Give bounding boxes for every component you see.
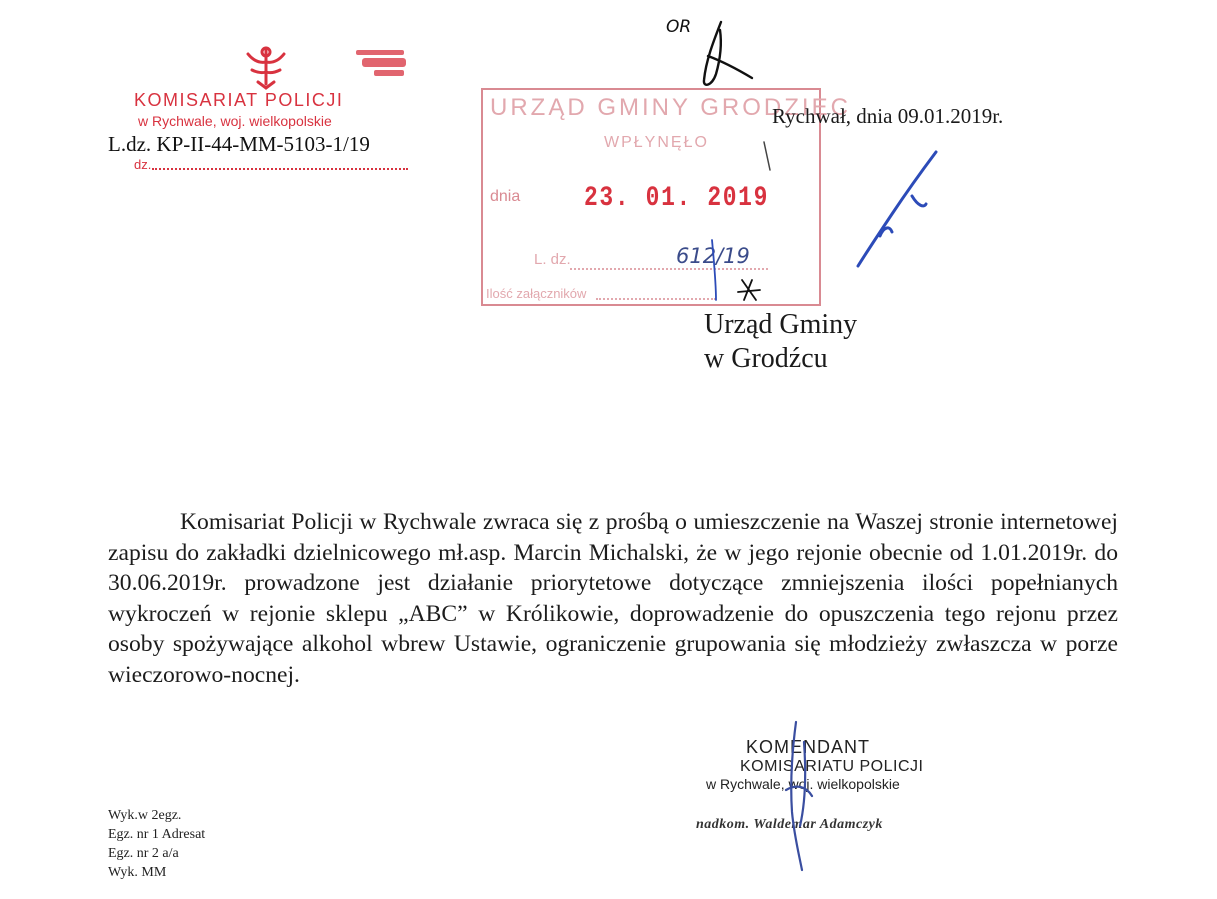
copies-note (108, 806, 205, 882)
signature-location: w Rychwale, woj. wielkopolskie (706, 776, 900, 792)
sender-stamp-dotted-line (152, 168, 408, 170)
copies-line-4: Wyk. MM (108, 865, 167, 880)
received-stamp-attachments-label: Ilość załączników (486, 286, 587, 301)
recipient-line-2: w Grodźcu (704, 343, 828, 374)
copies-line-2: Egz. nr 1 Adresat (108, 827, 206, 842)
reference-number: L.dz. KP-II-44-MM-5103-1/19 (108, 132, 370, 156)
blue-signature-top (858, 152, 936, 266)
received-stamp-ldz-label: L. dz. (534, 251, 571, 268)
stamp-smudge-mark (352, 42, 410, 82)
signature-unit: KOMISARIATU POLICJI (740, 758, 924, 775)
sender-stamp-dz-label: dz. (134, 157, 152, 172)
received-stamp-date: 23. 01. 2019 (584, 183, 770, 214)
copies-line-3: Egz. nr 2 a/a (108, 846, 179, 861)
signature-title: KOMENDANT (746, 737, 871, 757)
sender-stamp-title: KOMISARIAT POLICJI (134, 90, 344, 110)
letter-body (108, 507, 1118, 691)
received-stamp-date-label: dnia (490, 188, 521, 205)
place-date: Rychwał, dnia 09.01.2019r. (772, 104, 1004, 128)
body-paragraph: Komisariat Policji w Rychwale zwraca się z prośbą o umieszczenie na Waszej stronie internetowej zapisu do zakładki dzielnicowego mł.asp. Marcin Michalski, że w jego rejonie obecnie od 1.01.2019r. do 30.06.2019r. prowadzone jest działanie priorytetowe dotyczące zmniejszenia ilości popełnianych wykroczeń w rejonie sklepu „ABC” w Królikowie, doprowadzenie do opuszczenia tego rejonu przez osoby spożywające alkohol wbrew Ustawie, ograniczenie grupowania się młodzieży zwłaszcza w porze wieczorowo-nocnej. (108, 509, 1118, 688)
received-stamp-title: URZĄD GMINY GRODZIEC (490, 94, 851, 121)
handwritten-initials: OR (666, 17, 692, 37)
eagle-emblem-icon (236, 44, 296, 90)
received-stamp-department: WPŁYNĘŁO (604, 134, 709, 151)
received-stamp-ldz-line (570, 268, 768, 270)
received-stamp-attachments-line (596, 298, 716, 300)
received-stamp-ldz-value: 612/19 (676, 244, 750, 268)
recipient-address (704, 308, 857, 376)
recipient-line-1: Urząd Gminy (704, 309, 858, 340)
black-initial-signature (704, 22, 752, 85)
sender-stamp-subtitle: w Rychwale, woj. wielkopolskie (138, 113, 332, 129)
signature-name: nadkom. Waldemar Adamczyk (696, 817, 883, 832)
copies-line-1: Wyk.w 2egz. (108, 808, 182, 823)
